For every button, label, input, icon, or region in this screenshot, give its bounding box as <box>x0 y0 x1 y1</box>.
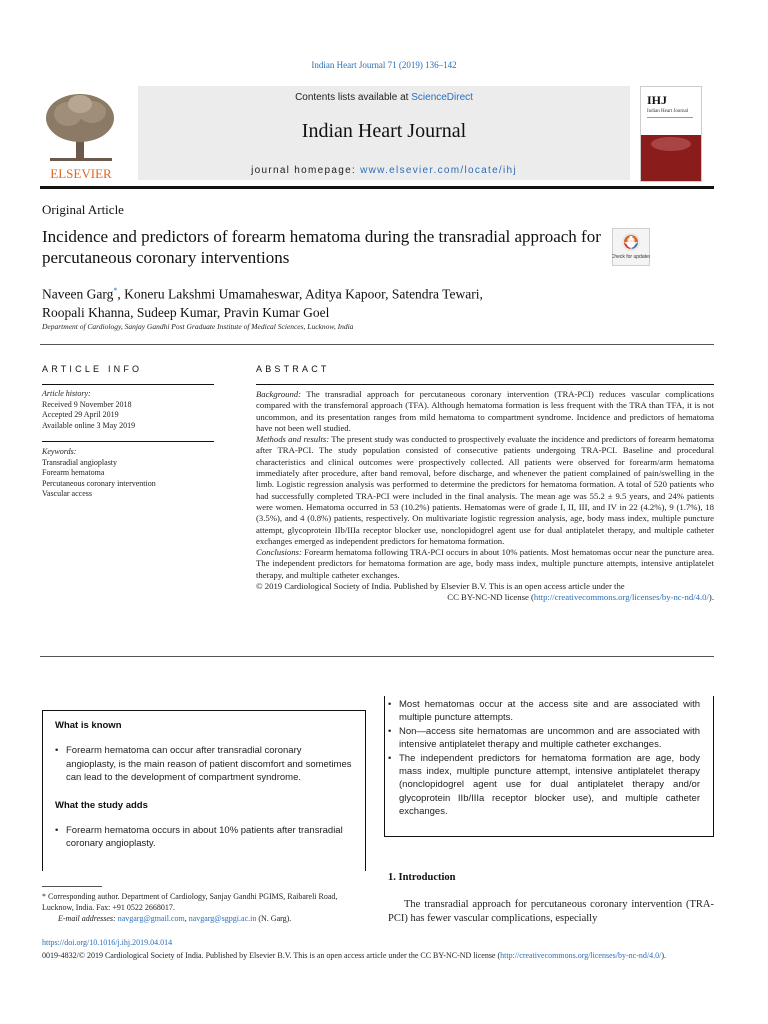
list-item: • Non—access site hematomas are uncommon and are associated with intensive antiplatelet therapy and multiple catheter exchanges. <box>388 725 700 752</box>
article-title: Incidence and predictors of forearm hematoma during the transradial approach for percutaneous coronary interventions <box>42 227 601 267</box>
keywords-rule <box>42 441 214 442</box>
highlights-box <box>42 710 366 871</box>
abstract-methods: Methods and results: The present study was conducted to prospectively evaluate the incidence and predictors of forearm hematoma after TRA-PCI. The study population consisted of consecutive patients undergoing TRA-PCI. Baseline and procedural characteristics and clinical outcomes were prospectively collected. All patients were observed for forearm/arm hematoma immediately after procedure, after band removal, before discharge, and whenever the patient complained of pain/swelling in the limb. Logistic regression analysis was performed to determine the predictors for hematoma formation. A total of 520 patients who had successfully completed TRA-PCI were included in the final analysis. The mean age was 55.2 ± 9.5 years, and 24% patients were women. Hematoma occurred in 53 (10.2%) patients. Hematomas were of grade I, II, III, and IV in 22 (4.2%), 9 (1.7%), 18 (3.5%), and 4 (0.8%) patients, respectively. On multivariate logistic regression analysis, age, body mass index, multiple puncture attempt, glycoprotein IIb/IIIa receptor blocker use, nonclopidogrel agent use for dual antiplatelet therapy, and multiple catheter exchanges emerged as independent predictors for hematoma formation. <box>256 434 714 546</box>
list-item: • The independent predictors for hematoma formation are age, body mass index, multiple puncture attempt, intensive antiplatelet therapy (nonclopidogrel agent use for dual antiplatelet therapy and/or glycoprotein IIb/IIIa receptor blocker use), and multiple catheter exchanges. <box>388 752 700 819</box>
crossmark-label: Check for updates <box>612 254 650 260</box>
list-item: • Forearm hematoma can occur after transradial coronary angioplasty, is the main reason of patient discomfort and sometimes can lead to the development of compartment syndrome. <box>55 744 353 784</box>
affiliation: Department of Cardiology, Sanjay Gandhi Post Graduate Institute of Medical Sciences, Lucknow, India <box>42 322 354 331</box>
sciencedirect-link[interactable]: ScienceDirect <box>411 92 473 103</box>
introduction-text: The transradial approach for percutaneous coronary intervention (TRA-PCI) has fewer vascular complications, especially <box>388 899 714 924</box>
abstract-conclusions: Conclusions: Forearm hematoma following TRA-PCI occurs in about 10% patients. Most hematomas occur near the puncture area. The independent predictors for hematoma formation are age, body mass index, multiple puncture attempts, intensive antiplatelet therapy, and multiple catheter exchanges. <box>256 547 714 580</box>
keyword: Percutaneous coronary intervention <box>42 478 156 488</box>
corresponding-author-footnote <box>42 891 362 924</box>
footer-copyright: 0019-4832/© 2019 Cardiological Society of India. Published by Elsevier B.V. This is an open access article under the CC BY-NC-ND license (http://creativecommons.org/licenses/by-nc-nd/4.0/). <box>42 951 666 960</box>
what-is-known-heading: What is known <box>55 720 122 731</box>
cover-abbrev: IHJ <box>647 93 668 107</box>
what-study-adds-list <box>55 824 353 851</box>
doi-link[interactable]: https://doi.org/10.1016/j.ihj.2019.04.014 <box>42 938 173 947</box>
abstract-body <box>256 389 714 604</box>
box-continuation-right-border <box>713 696 714 836</box>
corresponding-text: * Corresponding author. Department of Cardiology, Sanjay Gandhi PGIMS, Raibareli Road, Lucknow, India. Fax: +91 0522 2668017. <box>42 892 338 912</box>
abstract-rule <box>256 384 714 385</box>
article-info-rule <box>42 384 214 385</box>
check-for-updates-badge[interactable] <box>612 228 650 266</box>
email-link-2[interactable]: navgarg@sgpgi.ac.in <box>188 914 257 923</box>
journal-homepage: journal homepage: www.elsevier.com/locate/ihj <box>251 165 517 176</box>
author-list <box>42 282 642 322</box>
what-is-known-list <box>55 744 353 784</box>
journal-cover-thumbnail <box>640 86 702 182</box>
what-study-adds-heading: What the study adds <box>55 799 148 811</box>
authors-line1: , Koneru Lakshmi Umamaheswar, Aditya Kapoor, Satendra Tewari, <box>117 286 483 302</box>
highlights-continuation <box>388 698 700 819</box>
box-continuation-left-border <box>384 696 385 836</box>
online-date: Available online 3 May 2019 <box>42 420 136 430</box>
keyword: Transradial angioplasty <box>42 457 118 467</box>
cover-title: Indian Heart Journal <box>647 109 689 114</box>
received-date: Received 9 November 2018 <box>42 399 132 409</box>
header-rule <box>40 186 714 189</box>
abstract-copyright: © 2019 Cardiological Society of India. Published by Elsevier B.V. This is an open access article under the <box>256 581 625 592</box>
email-line: E-mail addresses: navgarg@gmail.com, navgarg@sgpgi.ac.in (N. Garg). <box>58 914 292 923</box>
abstract-end-rule <box>40 656 714 657</box>
article-history <box>42 389 222 431</box>
affiliation-rule <box>40 344 714 345</box>
list-item: • Most hematomas occur at the access site and are associated with multiple puncture attempts. <box>388 698 700 725</box>
history-label: Article history: <box>42 389 91 398</box>
abstract-background: Background: The transradial approach for percutaneous coronary intervention (TRA-PCI) reduces vascular complications compared with the transfemoral approach (TFA). Although hematoma formation is less frequent with the TRA than TFA, it is not uncommon, and its presentation ranges from mild hematoma to compartment syndrome. Incidence and predictors of hematoma have not been well studied. <box>256 389 714 433</box>
journal-citation[interactable]: Indian Heart Journal 71 (2019) 136–142 <box>311 60 457 70</box>
list-item: • Forearm hematoma occurs in about 10% patients after transradial coronary angioplasty. <box>55 824 353 851</box>
article-type: Original Article <box>42 202 124 217</box>
footnote-rule <box>42 886 102 887</box>
crossmark-icon <box>612 228 650 266</box>
keywords-block <box>42 447 222 500</box>
authors-line2: Roopali Khanna, Sudeep Kumar, Pravin Kumar Goel <box>42 304 330 320</box>
journal-name: Indian Heart Journal <box>301 120 467 142</box>
email-link-1[interactable]: navgarg@gmail.com <box>117 914 185 923</box>
article-info-heading: ARTICLE INFO <box>42 364 143 374</box>
elsevier-wordmark: ELSEVIER <box>50 166 112 180</box>
elsevier-tree-icon <box>40 88 122 180</box>
keyword: Forearm hematoma <box>42 468 105 477</box>
abstract-license-link[interactable]: http://creativecommons.org/licenses/by-nc-nd/4.0/ <box>533 592 709 603</box>
abstract-heading: ABSTRACT <box>256 364 330 374</box>
footer-license-link[interactable]: http://creativecommons.org/licenses/by-nc-nd/4.0/ <box>500 951 662 960</box>
corresponding-marker[interactable]: * <box>113 286 118 295</box>
corresponding-author[interactable]: Naveen Garg <box>42 286 114 302</box>
introduction-heading: 1. Introduction <box>388 872 456 883</box>
keywords-label: Keywords: <box>42 447 77 456</box>
box-continuation-bottom-border <box>384 836 714 837</box>
abstract-license: CC BY-NC-ND license (http://creativecommons.org/licenses/by-nc-nd/4.0/). <box>447 592 714 603</box>
contents-line: Contents lists available at ScienceDirect <box>295 92 473 103</box>
keyword: Vascular access <box>42 489 92 498</box>
elsevier-logo <box>40 88 122 180</box>
accepted-date: Accepted 29 April 2019 <box>42 410 119 419</box>
homepage-link[interactable]: www.elsevier.com/locate/ihj <box>360 165 517 176</box>
